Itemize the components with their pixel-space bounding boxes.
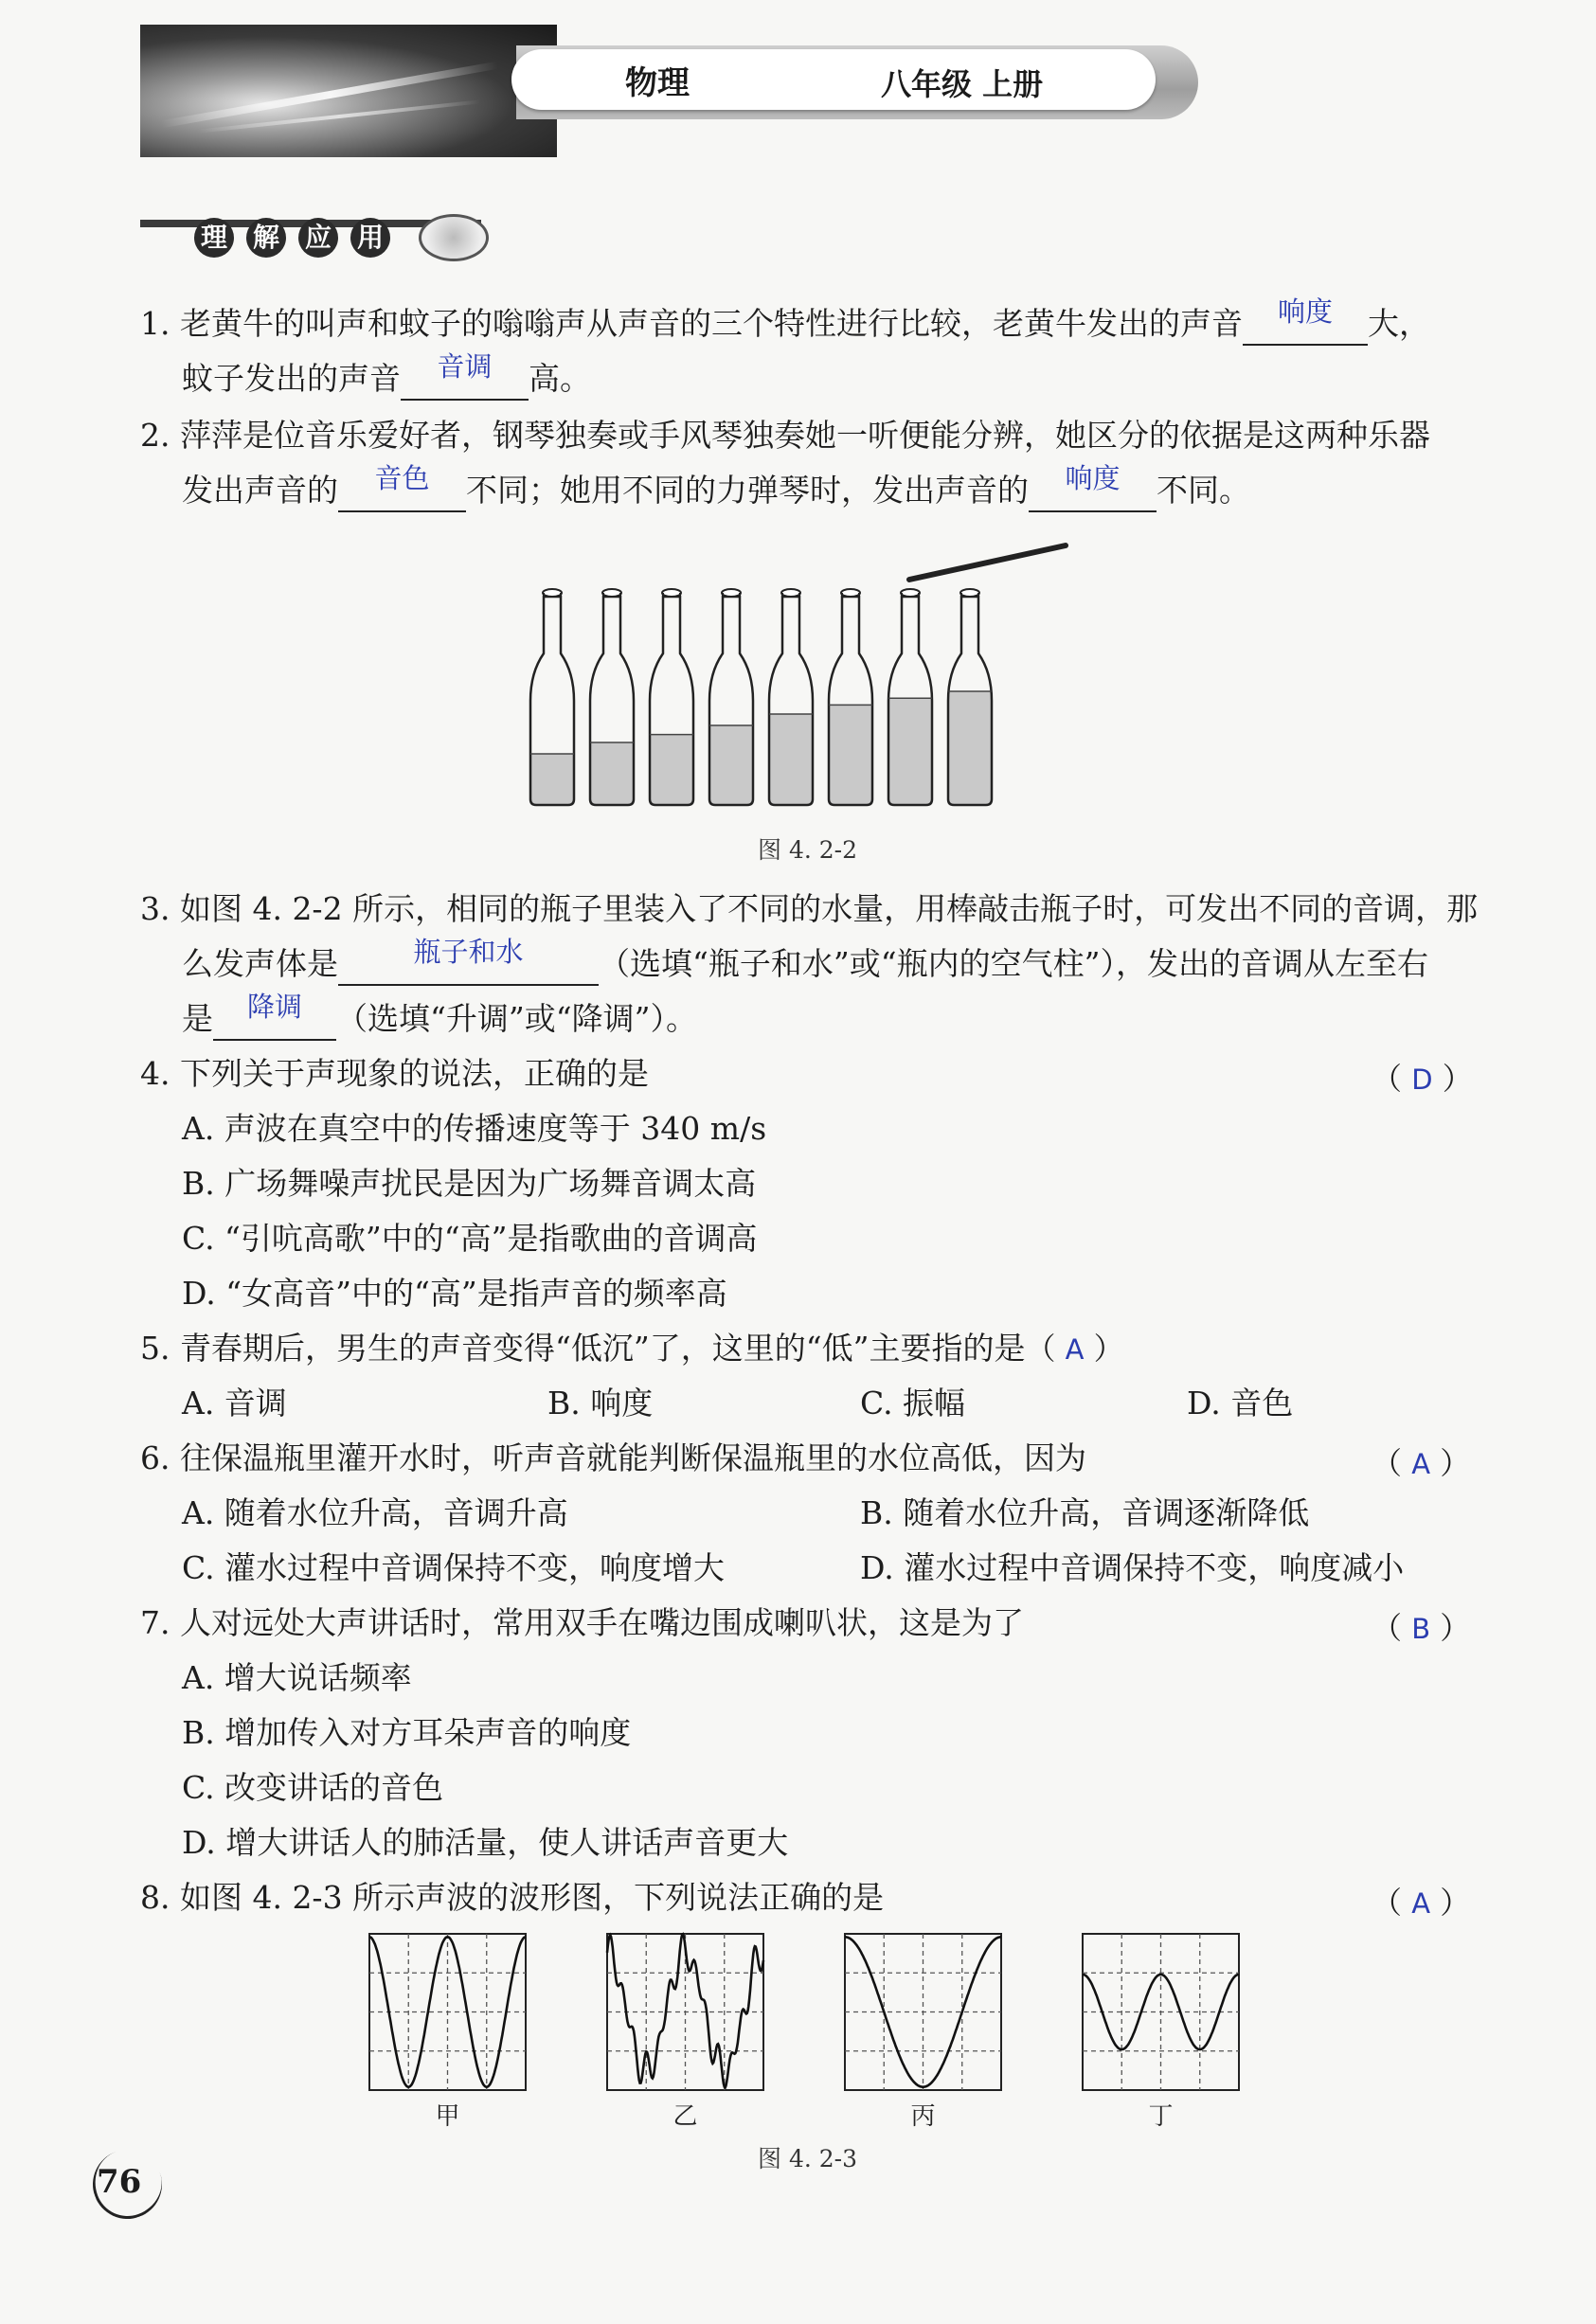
bottle (829, 589, 872, 805)
waveform-panel (369, 1934, 526, 2131)
q2-blank-1 (338, 462, 466, 512)
q2-line2 (182, 462, 1250, 512)
q1-blank-1 (1243, 295, 1368, 346)
q5-stem-text: 5. 青春期后，男生的声音变得“低沉”了，这里的“低”主要指的是 (140, 1330, 1026, 1367)
bottle (948, 589, 992, 805)
q1-answer-2: 音调 (437, 350, 493, 383)
q8-answer: A (1411, 1887, 1431, 1920)
bottle (888, 589, 932, 805)
q2-text-b: 不同；她用不同的力弹琴时，发出声音的 (466, 472, 1029, 509)
bottle-mouth (602, 589, 621, 597)
q3-line2 (182, 936, 1428, 986)
bottle-mouth (960, 589, 979, 597)
q5-stem (140, 1330, 1124, 1368)
q1-text-d: 高。 (529, 360, 591, 397)
bottle-mouth (901, 589, 920, 597)
q4-option-d: D. “女高音”中的“高”是指声音的频率高 (182, 1275, 727, 1312)
q1-line1 (140, 295, 1430, 346)
header-pill (511, 49, 1156, 110)
bottle-water (769, 714, 813, 805)
bottle (769, 589, 813, 805)
bottle-water (829, 705, 872, 805)
section-char-1: 理 (194, 218, 234, 258)
q4-answer: D (1411, 1064, 1433, 1096)
section-char-2: 解 (246, 218, 286, 258)
bottle-water (709, 725, 753, 805)
waveform-label: 乙 (672, 2102, 698, 2131)
waveform-label: 丁 (1148, 2102, 1174, 2131)
q2-answer-2: 响度 (1065, 462, 1121, 494)
q3-answer-2: 降调 (246, 991, 302, 1023)
q2-text-a: 发出声音的 (182, 472, 338, 509)
header-photo (140, 25, 557, 157)
bottle (590, 589, 634, 805)
bottle-water (590, 742, 634, 805)
bottle-mouth (722, 589, 741, 597)
bottle (650, 589, 693, 805)
section-char-4: 用 (350, 218, 390, 258)
q1-text-b: 大， (1367, 305, 1430, 342)
q3-blank-2 (213, 991, 336, 1041)
q3-text-a: 么发声体是 (182, 945, 338, 982)
q5-option-b: B. 响度 (547, 1385, 654, 1421)
bottle-water (650, 735, 693, 805)
q7-option-b: B. 增加传入对方耳朵声音的响度 (182, 1714, 632, 1751)
waveform-panel (607, 1934, 763, 2131)
q3-line1: 3. 如图 4. 2-2 所示，相同的瓶子里装入了不同的水量，用棒敲击瓶子时，可发出不同的音调，那 (140, 890, 1479, 927)
q7-option-c: C. 改变讲话的音色 (182, 1769, 444, 1806)
q1-blank-2 (401, 350, 529, 401)
bottle-water (948, 691, 992, 805)
q2-answer-1: 音色 (374, 462, 430, 494)
fig423-caption: 图 4. 2-3 (758, 2145, 858, 2172)
q6-option-b: B. 随着水位升高，音调逐渐降低 (860, 1494, 1310, 1531)
bottle-mouth (543, 589, 562, 597)
q5-option-a: A. 音调 (182, 1385, 287, 1421)
q3-line3 (182, 991, 697, 1041)
waveform-label: 甲 (435, 2102, 460, 2131)
q4-stem: 4. 下列关于声现象的说法，正确的是 (140, 1055, 649, 1092)
q6-option-a: A. 随着水位升高，音调升高 (182, 1494, 568, 1531)
figure-waveforms (360, 1928, 1250, 2136)
q2-text-c: 不同。 (1157, 472, 1250, 509)
q6-answer: A (1411, 1448, 1431, 1480)
q3-blank-1 (338, 936, 599, 986)
figure-bottles (511, 530, 1099, 824)
waveform-panel (845, 1934, 1001, 2131)
bottle (530, 589, 574, 805)
fig422-caption: 图 4. 2-2 (758, 836, 858, 864)
q5-answer: A (1065, 1333, 1085, 1366)
q3-text-b: （选填“瓶子和水”或“瓶内的空气柱”），发出的音调从左至右 (599, 945, 1428, 982)
q4-option-b: B. 广场舞噪声扰民是因为广场舞音调太高 (182, 1165, 757, 1202)
waveform-panel (1083, 1934, 1239, 2131)
q2-line1: 2. 萍萍是位音乐爱好者，钢琴独奏或手风琴独奏她一听便能分辨，她区分的依据是这两种乐器 (140, 417, 1430, 454)
section-char-3: 应 (298, 218, 338, 258)
q4-option-a: A. 声波在真空中的传播速度等于 340 m/s (182, 1110, 767, 1147)
q3-text-c: 是 (182, 1000, 213, 1037)
q1-text-a: 1. 老黄牛的叫声和蚊子的嗡嗡声从声音的三个特性进行比较，老黄牛发出的声音 (140, 305, 1243, 342)
q5-option-c: C. 振幅 (860, 1385, 966, 1421)
header-subject: 物理 (625, 64, 690, 102)
q7-stem: 7. 人对远处大声讲话时，常用双手在嘴边围成喇叭状，这是为了 (140, 1604, 1024, 1641)
q7-option-a: A. 增大说话频率 (182, 1659, 412, 1696)
q6-stem: 6. 往保温瓶里灌开水时，听声音就能判断保温瓶里的水位高低，因为 (140, 1439, 1086, 1476)
bottle-mouth (841, 589, 860, 597)
q1-text-c: 蚊子发出的声音 (182, 360, 401, 397)
q7-answer: B (1411, 1613, 1431, 1645)
q5-option-d: D. 音色 (1187, 1385, 1294, 1421)
q5-answer-paren: （ A ） (1025, 1331, 1124, 1367)
bottle-mouth (781, 589, 800, 597)
q3-answer-1: 瓶子和水 (413, 936, 524, 968)
waveform-label: 丙 (910, 2102, 936, 2131)
q6-option-c: C. 灌水过程中音调保持不变，响度增大 (182, 1549, 726, 1586)
q3-text-d: （选填“升调”或“降调”）。 (336, 1000, 697, 1037)
q8-answer-paren: （ A ） (1372, 1885, 1471, 1921)
header-grade: 八年级 上册 (881, 66, 1044, 102)
q2-blank-2 (1029, 462, 1157, 512)
bottle-water (888, 698, 932, 805)
q6-option-d: D. 灌水过程中音调保持不变，响度减小 (860, 1549, 1405, 1586)
q8-stem: 8. 如图 4. 2-3 所示声波的波形图，下列说法正确的是 (140, 1879, 885, 1916)
q7-option-d: D. 增大讲话人的肺活量，使人讲话声音更大 (182, 1824, 789, 1861)
bottle-mouth (662, 589, 681, 597)
striking-rod (909, 545, 1066, 580)
page-number: 76 (97, 2163, 142, 2201)
bottle-water (530, 754, 574, 805)
q7-answer-paren: （ B ） (1372, 1610, 1471, 1646)
q1-answer-1: 响度 (1277, 295, 1333, 328)
swirl-icon (419, 214, 489, 261)
q6-answer-paren: （ A ） (1372, 1445, 1471, 1481)
q4-answer-paren: （ D ） (1372, 1061, 1473, 1097)
q4-option-c: C. “引吭高歌”中的“高”是指歌曲的音调高 (182, 1220, 758, 1257)
q1-line2 (182, 350, 591, 401)
bottle (709, 589, 753, 805)
